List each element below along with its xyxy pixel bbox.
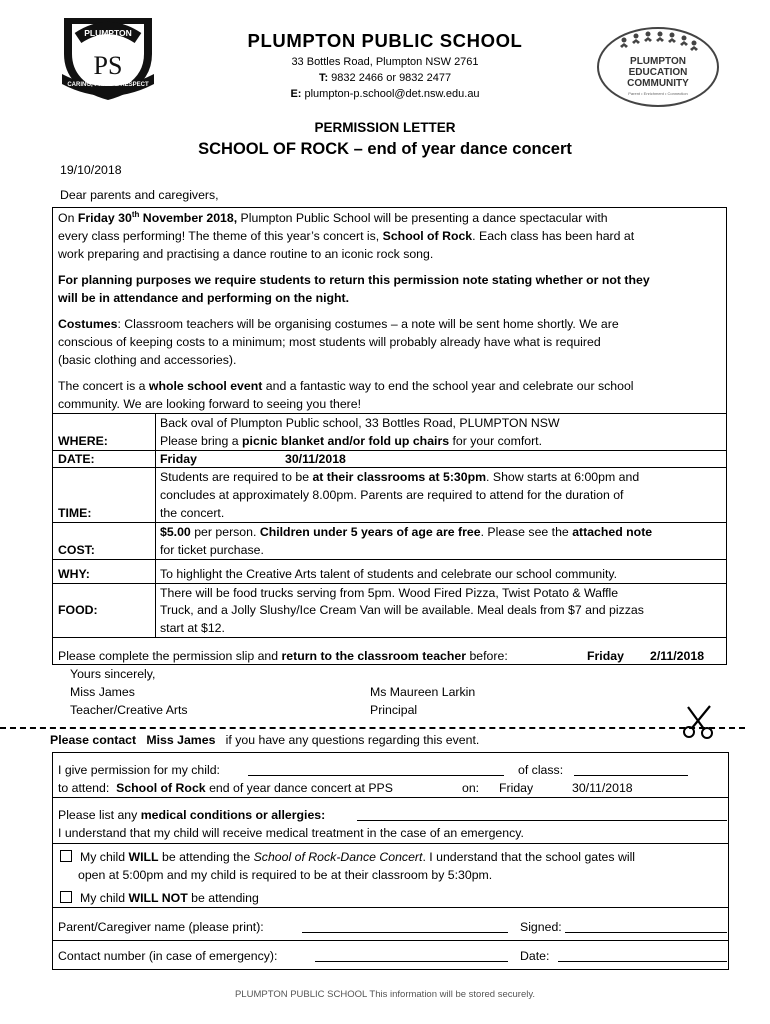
sign-off-yours: Yours sincerely, [70, 667, 156, 681]
child-name-field[interactable] [248, 762, 504, 776]
scissors-icon [680, 703, 718, 746]
parent-name-label: Parent/Caregiver name (please print): [58, 920, 264, 934]
medical-label: Please list any medical conditions or allergies: [58, 808, 326, 822]
paragraph-event-line1: The concert is a whole school event and a fantastic way to end the school year and celebrate our school [58, 379, 634, 393]
education-community-logo [596, 26, 720, 113]
paragraph-event-line2: community. We are looking forward to seeing you there! [58, 397, 362, 411]
teacher-name: Miss James [70, 685, 135, 699]
where-label: WHERE: [58, 434, 108, 448]
crest-top-text: PLUMPTON [84, 28, 132, 38]
community-logo-line2: EDUCATION [628, 67, 688, 78]
class-field[interactable] [574, 762, 688, 776]
slip-rule-1 [52, 797, 729, 798]
will-not-attend-option[interactable]: My child WILL NOT be attending [60, 889, 259, 907]
food-line1: There will be food trucks serving from 5pm. Wood Fired Pizza, Twist Potato & Waffle [160, 586, 619, 600]
date-day: Friday [160, 452, 197, 466]
letter-date: 19/10/2018 [60, 163, 122, 177]
letter-heading: PERMISSION LETTER [314, 120, 456, 135]
salutation: Dear parents and caregivers, [60, 188, 219, 202]
table-rule-where [52, 450, 727, 451]
crest-motto: CARING, PRIDE & RESPECT [67, 82, 149, 88]
slip-rule-2 [52, 843, 729, 844]
of-class-label: of class: [518, 763, 564, 777]
will-not-attend-checkbox[interactable] [60, 891, 72, 903]
contact-number-field[interactable] [315, 948, 508, 962]
contact-number-label: Contact number (in case of emergency): [58, 949, 278, 963]
paragraph-costumes-line3: (basic clothing and accessories). [58, 353, 237, 367]
where-line2: Please bring a picnic blanket and/or fold up chairs for your comfort. [160, 434, 543, 448]
principal-role: Principal [370, 703, 418, 717]
date-value: 30/11/2018 [285, 452, 346, 466]
phone-label: T: [318, 72, 329, 84]
principal-name: Ms Maureen Larkin [370, 685, 476, 699]
cost-line1: $5.00 per person. Children under 5 years of age are free. Please see the attached note [160, 525, 653, 539]
table-column-divider [155, 413, 156, 637]
community-logo-line3: COMMUNITY [627, 78, 689, 89]
email-label: E: [290, 88, 302, 100]
give-permission-label: I give permission for my child: [58, 763, 220, 777]
paragraph-costumes-line2: conscious of keeping costs to a minimum; most students will probably already have what is required [58, 335, 601, 349]
return-day: Friday [587, 649, 624, 663]
why-text: To highlight the Creative Arts talent of students and celebrate our school community. [160, 567, 618, 581]
time-line1: Students are required to be at their classrooms at 5:30pm. Show starts at 6:00pm and [160, 470, 640, 484]
food-line3: start at $12. [160, 621, 225, 635]
school-email: plumpton-p.school@det.nsw.edu.au [304, 88, 480, 100]
paragraph-planning-line2: will be in attendance and performing on the night. [58, 291, 350, 305]
date-sign-field[interactable] [558, 948, 727, 962]
medical-treatment-note: I understand that my child will receive medical treatment in the case of an emergency. [58, 826, 524, 840]
on-day: Friday [499, 781, 534, 795]
school-name: PLUMPTON PUBLIC SCHOOL [247, 30, 523, 51]
medical-conditions-field[interactable] [357, 807, 727, 821]
will-attend-checkbox[interactable] [60, 850, 72, 862]
to-attend-line: to attend: School of Rock end of year dance concert at PPS [58, 781, 393, 795]
school-phone: 9832 2466 or 9832 2477 [331, 72, 452, 84]
will-attend-option[interactable]: My child WILL be attending the School of Rock-Dance Concert. I understand that the school gates will [60, 848, 635, 866]
where-line1: Back oval of Plumpton Public school, 33 Bottles Road, PLUMPTON NSW [160, 416, 560, 430]
will-attend-line2: open at 5:00pm and my child is required to be at their classroom by 5:30pm. [78, 868, 493, 882]
signature-field[interactable] [565, 919, 727, 933]
school-address: 33 Bottles Road, Plumpton NSW 2761 [291, 56, 479, 68]
date-sign-label: Date: [520, 949, 550, 963]
footer-note: PLUMPTON PUBLIC SCHOOL This information will be stored securely. [234, 989, 536, 1000]
paragraph-intro-line2: every class performing! The theme of this year’s concert is, School of Rock. Each class has been hard at [58, 229, 635, 243]
parent-name-field[interactable] [302, 919, 508, 933]
paragraph-costumes-line1: Costumes: Classroom teachers will be organising costumes – a note will be sent home shortly. We are [58, 317, 619, 331]
cut-here-line [0, 727, 745, 729]
return-date: 2/11/2018 [650, 649, 705, 663]
food-label: FOOD: [58, 603, 98, 617]
paragraph-planning-line1: For planning purposes we require students to return this permission note stating whether or not they [58, 273, 650, 287]
community-logo-tagline: Parent • Enrichment • Connection [628, 91, 688, 96]
teacher-role: Teacher/Creative Arts [70, 703, 188, 717]
cost-label: COST: [58, 543, 95, 557]
contact-line: Please contact Miss James if you have any questions regarding this event. [50, 733, 480, 747]
paragraph-intro-line3: work preparing and practising a dance routine to an iconic rock song. [58, 247, 434, 261]
return-instruction: Please complete the permission slip and return to the classroom teacher before: [58, 649, 508, 663]
table-rule-food [52, 637, 727, 638]
why-label: WHY: [58, 567, 90, 581]
slip-rule-4 [52, 940, 729, 941]
paragraph-intro-line1: On Friday 30th November 2018, Plumpton Public School will be presenting a dance spectacular with [58, 209, 608, 225]
letter-title: SCHOOL OF ROCK – end of year dance concert [198, 140, 572, 158]
slip-rule-3 [52, 907, 729, 908]
time-line2: concludes at approximately 8.00pm. Parents are required to attend for the duration of [160, 488, 624, 502]
on-label: on: [462, 781, 480, 795]
time-label: TIME: [58, 506, 92, 520]
community-logo-line1: PLUMPTON [630, 56, 686, 67]
crest-monogram: PS [93, 51, 123, 80]
on-date: 30/11/2018 [572, 781, 633, 795]
time-line3: the concert. [160, 506, 225, 520]
date-label: DATE: [58, 452, 95, 466]
signed-label: Signed: [520, 920, 562, 934]
cost-line2: for ticket purchase. [160, 543, 264, 557]
table-rule-cost [52, 559, 727, 560]
food-line2: Truck, and a Jolly Slushy/Ice Cream Van will be available. Meal deals from $7 and pizzas [160, 603, 644, 617]
